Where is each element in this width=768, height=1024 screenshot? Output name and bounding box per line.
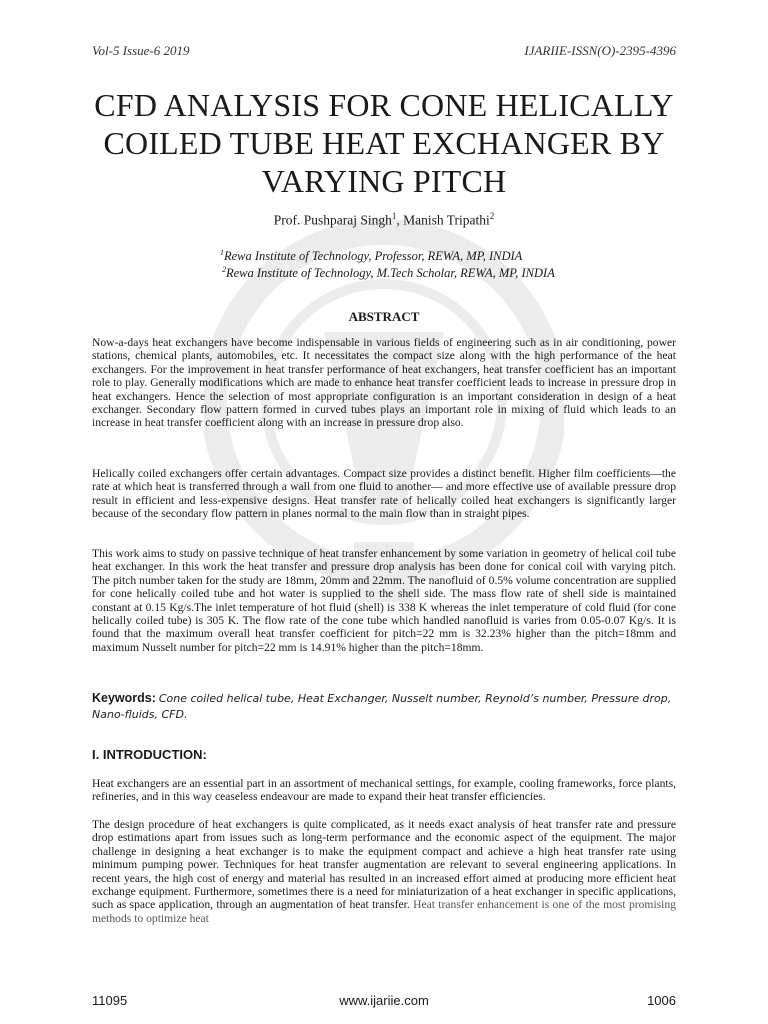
affiliation [220, 248, 522, 264]
author-list [0, 211, 768, 229]
header-volume: Vol-5 Issue-6 2019 [92, 43, 190, 58]
keywords-label: Keywords: [92, 691, 156, 705]
title-line: CFD ANALYSIS FOR CONE HELICALLY [94, 87, 674, 123]
author-separator: , [396, 212, 404, 228]
section-heading-introduction: I. INTRODUCTION: [92, 747, 207, 762]
author-affiliation-mark: 1 [391, 211, 397, 221]
author-name: Manish Tripathi [403, 212, 490, 228]
affiliation-text: Rewa Institute of Technology, Professor, REWA, MP, INDIA [224, 249, 523, 264]
author-name: Prof. Pushparaj Singh [273, 212, 392, 228]
abstract-paragraph: Now-a-days heat exchangers have become indispensable in various fields of engineering such as in air conditioning, power stations, chemical plants, automobiles, etc. It necessitates the compact size along with the high performance of the heat exchangers. For the improvement in heat transfer performance of heat exchangers, heat transfer coefficient has an important role to play. Generally modifications which are made to enhance heat transfer coefficient leads to increase in pressure drop in heat exchangers. Hence the selection of most appropriate configuration is an important consideration in design of a heat exchanger. Secondary flow pattern formed in curved tubes plays an important role in mixing of fluid which leads to an increase in heat transfer coefficient along with an increase in pressure drop also. [92, 336, 676, 430]
paper-title [60, 86, 708, 200]
intro-paragraph: Heat exchangers are an essential part in an assortment of mechanical settings, for example, cooling frameworks, force plants, refineries, and in this way ceaseless endeavour are made to expand their heat transfer efficiencies. [92, 777, 676, 804]
abstract-heading: ABSTRACT [348, 309, 420, 324]
title-line: VARYING PITCH [261, 163, 507, 199]
author-affiliation-mark: 2 [489, 211, 495, 221]
title-line: COILED TUBE HEAT EXCHANGER BY [103, 125, 665, 161]
intro-paragraph-text: The design procedure of heat exchangers is quite complicated, as it needs exact analysis of heat transfer rate and pressure drop estimations apart from issues such as long-term performance and the economic aspect of the equipment. The major challenge in designing a heat exchanger is to make the equipment compact and achieve a high heat transfer rate using minimum pumping power. Techniques for heat transfer augmentation are relevant to several engineering applications. In recent years, the high cost of energy and material has resulted in an increased effort aimed at producing more efficient heat exchange equipment. Furthermore, sometimes there is a need for miniaturization of a heat exchanger in specific applications, such as space application, through an augmentation of heat transfer. [92, 818, 676, 912]
abstract-paragraph: This work aims to study on passive technique of heat transfer enhancement by some variation in geometry of helical coil tube heat exchanger. In this work the heat transfer and pressure drop analysis has been done for conical coil with varying pitch. The pitch number taken for the study are 18mm, 20mm and 22mm. The nanofluid of 0.5% volume concentration are supplied for cone helically coiled tube and hot water is supplied to the shell side. The mass flow rate of shell side is maintained constant at 0.15 Kg/s.The inlet temperature of hot fluid (shell) is 338 K whereas the inlet temperature of cold fluid (for cone helically coiled tube) is 305 K. The flow rate of the cone tube which handled nanofluid is varies from 0.05-0.07 Kg/s. It is found that the maximum overall heat transfer coefficient for pitch=22 mm is 32.23% higher than the pitch=18mm and maximum Nusselt number for pitch=22 mm is 14.91% higher than the pitch=18mm. [92, 547, 676, 654]
footer-page-number: 1006 [647, 993, 676, 1008]
keywords [92, 690, 676, 723]
intro-paragraph-continued: Heat transfer enhancement is one of the most promising methods to optimize heat [92, 898, 676, 925]
keywords-text: Cone coiled helical tube, Heat Exchanger, Nusselt number, Reynold’s number, Pressure drop, Nano-fluids, CFD. [92, 692, 672, 721]
abstract-paragraph: Helically coiled exchangers offer certain advantages. Compact size provides a distinct benefit. Higher film coefficients—the rate at which heat is transferred through a wall from one fluid to another— and more effective use of available pressure drop result in efficient and less-expensive designs. Heat transfer rate of helically coiled heat exchangers is significantly larger because of the secondary flow pattern in planes normal to the main flow than in straight pipes. [92, 467, 676, 521]
affiliation-text: Rewa Institute of Technology, M.Tech Scholar, REWA, MP, INDIA [226, 266, 555, 281]
affiliation-mark: 1 [220, 248, 224, 257]
affiliation [222, 265, 555, 281]
footer-paper-id: 11095 [92, 993, 128, 1008]
intro-paragraph [92, 818, 676, 925]
header-journal-issn: IJARIIE-ISSN(O)-2395-4396 [524, 43, 676, 58]
affiliation-mark: 2 [222, 265, 226, 274]
footer-website: www.ijariie.com [339, 993, 429, 1008]
